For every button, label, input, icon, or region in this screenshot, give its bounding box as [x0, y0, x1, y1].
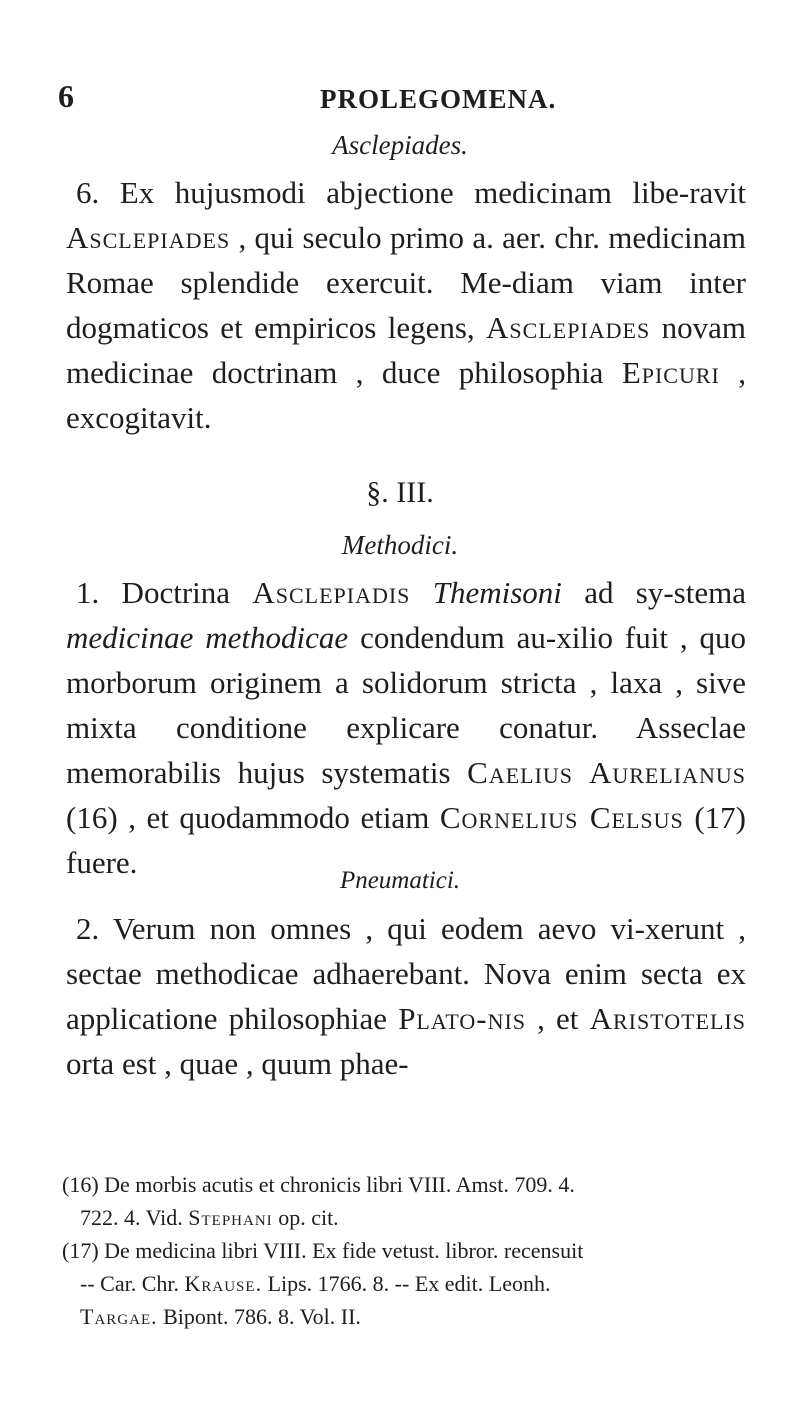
- text-run: , qui seculo primo a. aer. chr. medicinam Romae splendide exercuit. Me-diam viam inter dogmaticos et empiricos legens,: [66, 220, 746, 345]
- text-run: [410, 575, 432, 610]
- paragraph-6-text: [66, 170, 746, 440]
- text-run: (17) fuere.: [66, 800, 746, 880]
- italic-name: Themisoni: [432, 575, 562, 610]
- section-sign: §. III.: [366, 476, 434, 509]
- italic-term: medicinae methodicae: [66, 620, 349, 655]
- author-name: Asclepiades: [486, 310, 651, 345]
- text-run: op. cit.: [272, 1205, 339, 1230]
- paragraph-6: [66, 170, 746, 440]
- text-run: condendum au-xilio fuit , quo morborum originem a solidorum stricta , laxa , sive mixta conditione explicare conatur. Asseclae memorabilis hujus systematis: [66, 620, 747, 790]
- text-run: -- Car. Chr.: [80, 1271, 185, 1296]
- footnote-16-line1: (16) De morbis acutis et chronicis libri VIII. Amst. 709. 4.: [62, 1172, 575, 1197]
- text-run: 6. Ex hujusmodi abjectione medicinam libe-ravit: [76, 175, 746, 210]
- footnotes: [62, 1168, 748, 1333]
- footnote-17-line1: (17) De medicina libri VIII. Ex fide vetust. libror. recensuit: [62, 1238, 584, 1263]
- page-header: [58, 78, 748, 118]
- paragraph-1: [66, 570, 746, 885]
- section-heading-asclepiades: Asclepiades.: [332, 130, 468, 160]
- author-name: Aristotelis: [589, 1001, 746, 1036]
- author-name: Targae.: [80, 1304, 158, 1329]
- text-run: , excogitavit.: [66, 355, 746, 435]
- paragraph-1-text: [66, 570, 746, 885]
- author-name: Caelius Aurelianus: [467, 755, 746, 790]
- text-run: 722. 4. Vid.: [80, 1205, 189, 1230]
- text-run: 2. Verum non omnes , qui eodem aevo vi-xerunt , sectae methodicae adhaerebant. Nova enim secta ex applicatione philosophiae: [66, 911, 746, 1036]
- author-name: Cornelius Celsus: [439, 800, 684, 835]
- text-run: (16) , et quodammodo etiam: [66, 800, 440, 835]
- footnote-17-line3: [62, 1300, 748, 1333]
- text-run: ad sy-stema: [561, 575, 746, 610]
- page-number: 6: [58, 78, 74, 114]
- section-heading-pneumatici: Pneumatici.: [339, 867, 461, 894]
- section-heading-methodici: Methodici.: [341, 530, 459, 560]
- author-name: Krause.: [184, 1271, 263, 1296]
- author-name: Stephani: [188, 1205, 273, 1230]
- text-run: orta est , quae , quum phae-: [66, 1046, 409, 1081]
- running-head: PROLEGOMENA.: [320, 84, 557, 114]
- text-run: , et: [526, 1001, 590, 1036]
- text-run: Lips. 1766. 8. -- Ex edit. Leonh.: [262, 1271, 551, 1296]
- author-name: Asclepiadis: [252, 575, 411, 610]
- author-name: Epicuri: [621, 355, 720, 390]
- footnote-16-line2: [62, 1201, 748, 1234]
- text-run: 1. Doctrina: [76, 575, 253, 610]
- paragraph-2-text: [66, 906, 746, 1086]
- text-run: novam medicinae doctrinam , duce philosophia: [66, 310, 746, 390]
- paragraph-2: [66, 906, 746, 1086]
- author-name: Asclepiades: [66, 220, 231, 255]
- footnote-17-line2: [62, 1267, 748, 1300]
- text-run: Bipont. 786. 8. Vol. II.: [157, 1304, 361, 1329]
- author-name: Plato-nis: [398, 1001, 527, 1036]
